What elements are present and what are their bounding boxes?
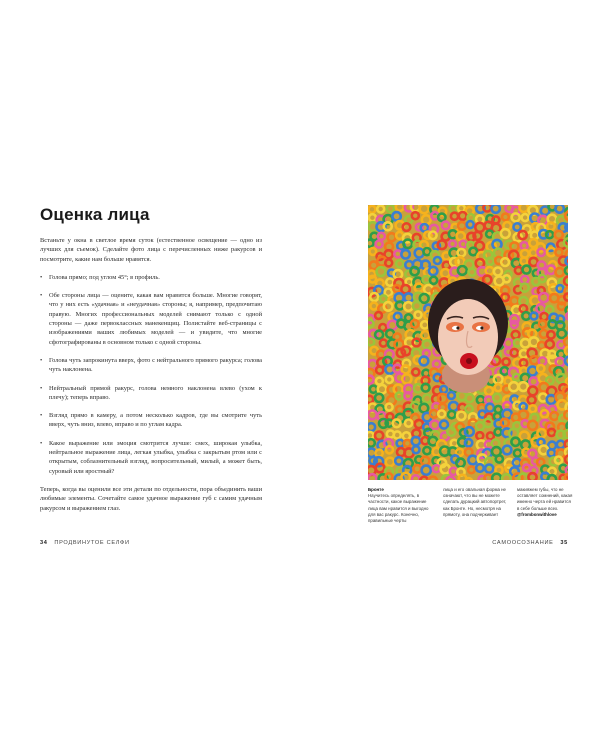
cereal-ring [458,205,465,212]
cereal-ring [447,428,455,436]
cereal-ring [448,392,455,399]
cereal-ring [521,258,528,265]
cereal-ring [511,438,519,446]
cereal-ring [485,465,493,473]
cereal-ring [529,258,537,266]
cereal-ring [547,223,555,231]
cereal-ring [492,474,501,480]
cereal-ring [380,295,387,302]
cereal-ring [495,429,502,436]
cereal-ring [515,267,522,274]
cereal-ring [430,421,439,430]
cereal-ring [548,475,556,480]
cereal-ring [396,302,404,310]
cereal-ring [368,240,374,247]
cereal-ring [368,339,374,346]
cereal-ring [548,449,555,456]
cereal-ring [449,402,458,411]
cereal-ring [547,265,556,274]
cereal-ring [451,440,458,447]
cereal-ring [378,233,385,240]
cereal-ring [460,241,467,248]
cereal-ring [396,260,403,267]
cereal-ring [486,404,494,412]
bullet-icon: • [40,412,43,420]
cereal-ring [370,293,378,301]
cereal-ring [433,360,440,367]
cereal-ring [502,474,511,480]
cereal-ring [386,404,393,411]
cereal-ring [450,205,457,212]
cereal-ring [420,404,429,413]
cereal-ring [434,257,441,264]
cereal-ring [421,321,428,328]
cereal-ring [494,268,502,276]
cereal-ring [483,276,491,284]
page-number: 34 [40,540,48,546]
cereal-ring [538,342,545,349]
cereal-ring [492,205,500,213]
cereal-ring [539,320,546,327]
cereal-ring [547,331,554,338]
cereal-ring [514,450,521,457]
cereal-ring [467,221,474,228]
cereal-ring [513,459,521,467]
cereal-ring [375,432,383,440]
cereal-ring [565,267,568,275]
caption-column-3 [517,487,573,518]
cereal-ring [487,258,494,265]
cereal-ring [376,450,383,457]
cereal-ring [433,465,440,472]
cereal-ring [528,473,536,480]
cereal-ring [430,410,438,418]
cereal-ring [369,206,376,213]
cereal-ring [465,405,472,412]
list-item: • Голова прямо; под углом 45°; в профиль. [40,273,160,281]
cereal-ring [403,223,411,231]
cereal-ring [376,464,385,473]
cereal-ring [394,270,402,278]
cereal-ring [377,206,384,213]
cereal-ring [565,440,568,448]
cereal-ring [440,386,447,393]
cereal-ring [495,384,502,391]
caption-text: макияжем губы, что не оставляет сомнений, какая именно черта ей нравится в себе больше всех. [517,487,573,511]
cereal-ring [550,412,558,420]
cereal-ring [555,231,563,239]
cereal-ring [565,455,568,463]
cereal-ring [493,394,501,402]
cereal-ring [413,446,420,453]
cereal-ring [413,302,421,310]
cereal-ring [402,365,410,373]
cereal-ring [530,249,537,256]
cereal-ring [528,367,537,376]
cereal-ring [459,212,467,220]
cereal-ring [412,437,420,445]
cereal-ring [375,312,382,319]
cereal-ring [512,331,520,339]
cereal-ring [401,250,409,258]
cereal-ring [423,395,431,403]
closing-paragraph: Теперь, когда вы оценили все эти детали по отдельности, пора объединить ваши любимые элементы. Сочетайте самое удачное выражение губ с самим удачным ракурсом и выражением глаз. [40,485,262,512]
cereal-ring [484,419,492,427]
cereal-ring [485,387,493,395]
bullet-icon: • [40,439,43,447]
cereal-ring [395,457,402,464]
cereal-ring [376,367,383,374]
cereal-ring [386,278,393,285]
cereal-ring [529,377,537,385]
cereal-ring [520,359,527,366]
cereal-ring [384,302,393,311]
cereal-ring [404,240,413,249]
caption-text: Научитесь определять, в частности, какое выражение лица вам нравится и выгодно для вас ракурс. Конечно, правильные черты [368,493,429,524]
bullet-icon: • [40,273,43,281]
portrait-photo [368,205,568,480]
cereal-ring [456,459,464,467]
cereal-ring [519,382,528,391]
cereal-ring [510,242,518,250]
cereal-ring [442,222,450,230]
list-item: • Обе стороны лица — оцените, какая вам нравится больше. Многие говорят, что у них есть «удачная» и «неудачная» стороны; я, например, предпочитаю правую. Многих профессиональных моделей снимают только с одной стороны — даже первоклассных манекенщиц. Полистайте веб-страницы с изображениями ваших любимых моделей — и увидите, что многие сфотографированы в основном только с одной стороны. [40,292,262,346]
cereal-ring [566,313,568,320]
cereal-ring [394,431,401,438]
section-title: ПРОДВИНУТОЕ СЕЛФИ [54,540,130,546]
cereal-ring [486,267,494,275]
cereal-ring [376,241,383,248]
cereal-ring [412,475,420,480]
cereal-ring [423,276,430,283]
cereal-ring [438,241,447,250]
intro-paragraph: Встаньте у окна в светлое время суток (естественное освещение — одно из лучших для съемок). Сделайте фото лица с перечисленных ниже ракурсов и посмотрите, какие нам больше нравятся. [40,237,262,263]
caption-text: лица и его овальная форма не означают, что вы не можете сделать дурацкий автопортрет, как Бронте. Но, несмотря на прямоту, она подчеркивает [443,487,507,517]
cereal-ring [370,303,377,310]
page-number: 35 [560,540,568,546]
body-text [40,236,262,522]
cereal-ring [441,269,449,277]
cereal-ring [458,249,466,257]
tips-list [40,273,262,476]
cereal-ring [420,205,429,213]
list-item: • Голова чуть запрокинута вверх, фото с нейтрального прямого ракурса; голова чуть наклонена. [40,356,262,374]
cereal-ring [511,349,518,356]
cereal-ring [413,339,421,347]
cereal-ring [529,405,536,412]
cereal-ring [556,358,565,367]
cereal-ring [430,277,437,284]
cereal-ring [378,385,387,394]
cereal-ring [565,357,568,366]
cereal-ring [565,211,568,220]
cereal-ring [404,392,411,399]
cereal-portrait-image [368,205,568,480]
list-item: • Какое выражение или эмоция смотрится лучше: смех, широкая улыбка, нейтральное выражение лица, легкая улыбка, улыбка с закрытым ртом или с открытым, соблазнительный взгляд, вопросительный, милый, а может быть, суровый или яростный? [40,439,262,475]
cereal-ring [477,396,484,403]
cereal-ring [368,396,373,403]
cereal-ring [503,358,510,365]
caption-handle: @frombonwithlove [517,511,557,517]
cereal-ring [521,242,528,249]
cereal-ring [557,441,565,449]
cereal-ring [422,215,431,224]
cereal-ring [528,387,537,396]
cereal-ring [423,447,430,454]
cereal-ring [521,276,528,283]
cereal-ring [423,248,430,255]
caption-column-2 [443,487,509,518]
cereal-ring [368,423,375,431]
cereal-ring [396,393,403,400]
cereal-ring [548,429,555,436]
caption-title: Бронте [368,487,384,492]
cereal-ring [451,213,458,220]
right-footer [492,540,568,546]
cereal-ring [422,466,431,475]
cereal-ring [369,276,376,283]
list-item: • Взгляд прямо в камеру, а потом несколько кадров, где вы смотрите чуть вверх, чуть вниз, влево, вправо и по углам кадра. [40,412,262,429]
cereal-ring [556,268,564,276]
cereal-ring [411,267,419,275]
cereal-ring [485,396,492,403]
cereal-ring [466,394,474,402]
cereal-ring [468,456,477,465]
cereal-ring [555,249,562,256]
cereal-ring [558,303,565,310]
bullet-icon: • [40,384,43,392]
cereal-ring [530,356,538,364]
cereal-ring [546,231,553,238]
cereal-ring [519,231,527,239]
cereal-ring [474,232,482,240]
cereal-ring [385,259,392,266]
cereal-ring [401,473,410,480]
cereal-ring [396,205,404,211]
cereal-ring [484,475,491,481]
left-footer [40,540,130,546]
cereal-ring [546,306,554,314]
cereal-ring [456,257,465,266]
cereal-ring [565,347,568,355]
cereal-ring [421,331,429,339]
cereal-ring [368,439,375,447]
cereal-ring [465,478,472,480]
cereal-ring [557,329,566,338]
cereal-ring [386,446,393,453]
cereal-ring [404,440,411,447]
cereal-ring [504,339,512,347]
cereal-ring [528,396,536,404]
cereal-ring [411,320,419,328]
cereal-ring [522,312,530,320]
caption-column-1 [368,487,434,524]
section-title: САМООСОЗНАНИЕ [492,540,554,546]
cereal-ring [465,439,472,446]
cereal-ring [514,223,521,230]
cereal-ring [420,477,427,480]
cereal-ring [469,269,476,276]
cereal-ring [438,410,445,417]
cereal-ring [392,212,400,220]
cereal-ring [450,468,457,475]
cereal-ring [520,205,529,212]
bullet-icon: • [40,292,43,300]
cereal-ring [530,313,537,320]
cereal-ring [388,233,396,241]
cereal-ring [412,369,419,376]
cereal-ring [377,267,386,276]
cereal-ring [501,258,509,266]
cereal-ring [376,378,383,385]
cereal-ring [369,214,376,221]
cereal-ring [492,216,499,223]
cereal-ring [403,432,410,439]
cereal-ring [429,267,437,275]
cereal-ring [375,394,383,402]
cereal-ring [502,214,509,221]
cereal-ring [537,429,545,437]
cereal-ring [503,275,510,282]
cereal-ring [537,365,544,372]
cereal-ring [521,284,529,292]
list-item: • Нейтральный прямой ракурс, голова немного наклонена влево (ухом к плечу); теперь вправо. [40,384,262,401]
cereal-ring [415,311,422,318]
cereal-ring [555,205,563,213]
cereal-ring [512,213,520,221]
cereal-ring [369,248,376,255]
cereal-ring [468,466,475,473]
cereal-ring [412,212,419,219]
cereal-ring [370,386,377,393]
cereal-ring [510,297,518,305]
cereal-ring [513,374,520,381]
cereal-ring [375,331,383,339]
cereal-ring [415,420,423,428]
cereal-ring [457,232,465,240]
cereal-ring [476,432,483,439]
cereal-ring [440,421,448,429]
cereal-ring [429,477,438,480]
cereal-ring [457,412,465,420]
cereal-ring [404,302,413,311]
cereal-ring [487,432,494,439]
cereal-ring [438,214,445,221]
cereal-ring [449,241,456,248]
cereal-ring [384,222,392,230]
cereal-ring [422,384,430,392]
cereal-ring [393,419,401,427]
cereal-ring [476,464,484,472]
cereal-ring [423,340,431,348]
cereal-ring [503,446,512,455]
cereal-ring [413,465,421,473]
cereal-ring [448,411,455,418]
cereal-ring [386,376,393,383]
cereal-ring [421,457,429,465]
cereal-ring [546,340,554,348]
cereal-ring [404,293,413,302]
page-heading: Оценка лица [40,205,150,224]
cereal-ring [380,340,387,347]
cereal-ring [564,338,568,347]
bullet-icon: • [40,356,43,364]
cereal-ring [496,455,503,462]
cereal-ring [522,214,529,221]
cereal-ring [483,205,491,212]
cereal-ring [557,285,564,292]
cereal-ring [523,266,531,274]
cereal-ring [469,248,477,256]
cereal-ring [396,406,403,413]
cereal-ring [501,419,509,427]
cereal-ring [368,474,376,480]
cereal-ring [539,275,546,282]
cereal-ring [458,222,466,230]
cereal-ring [387,205,394,212]
cereal-ring [386,458,394,466]
cereal-ring [368,376,374,384]
cereal-ring [405,420,412,427]
